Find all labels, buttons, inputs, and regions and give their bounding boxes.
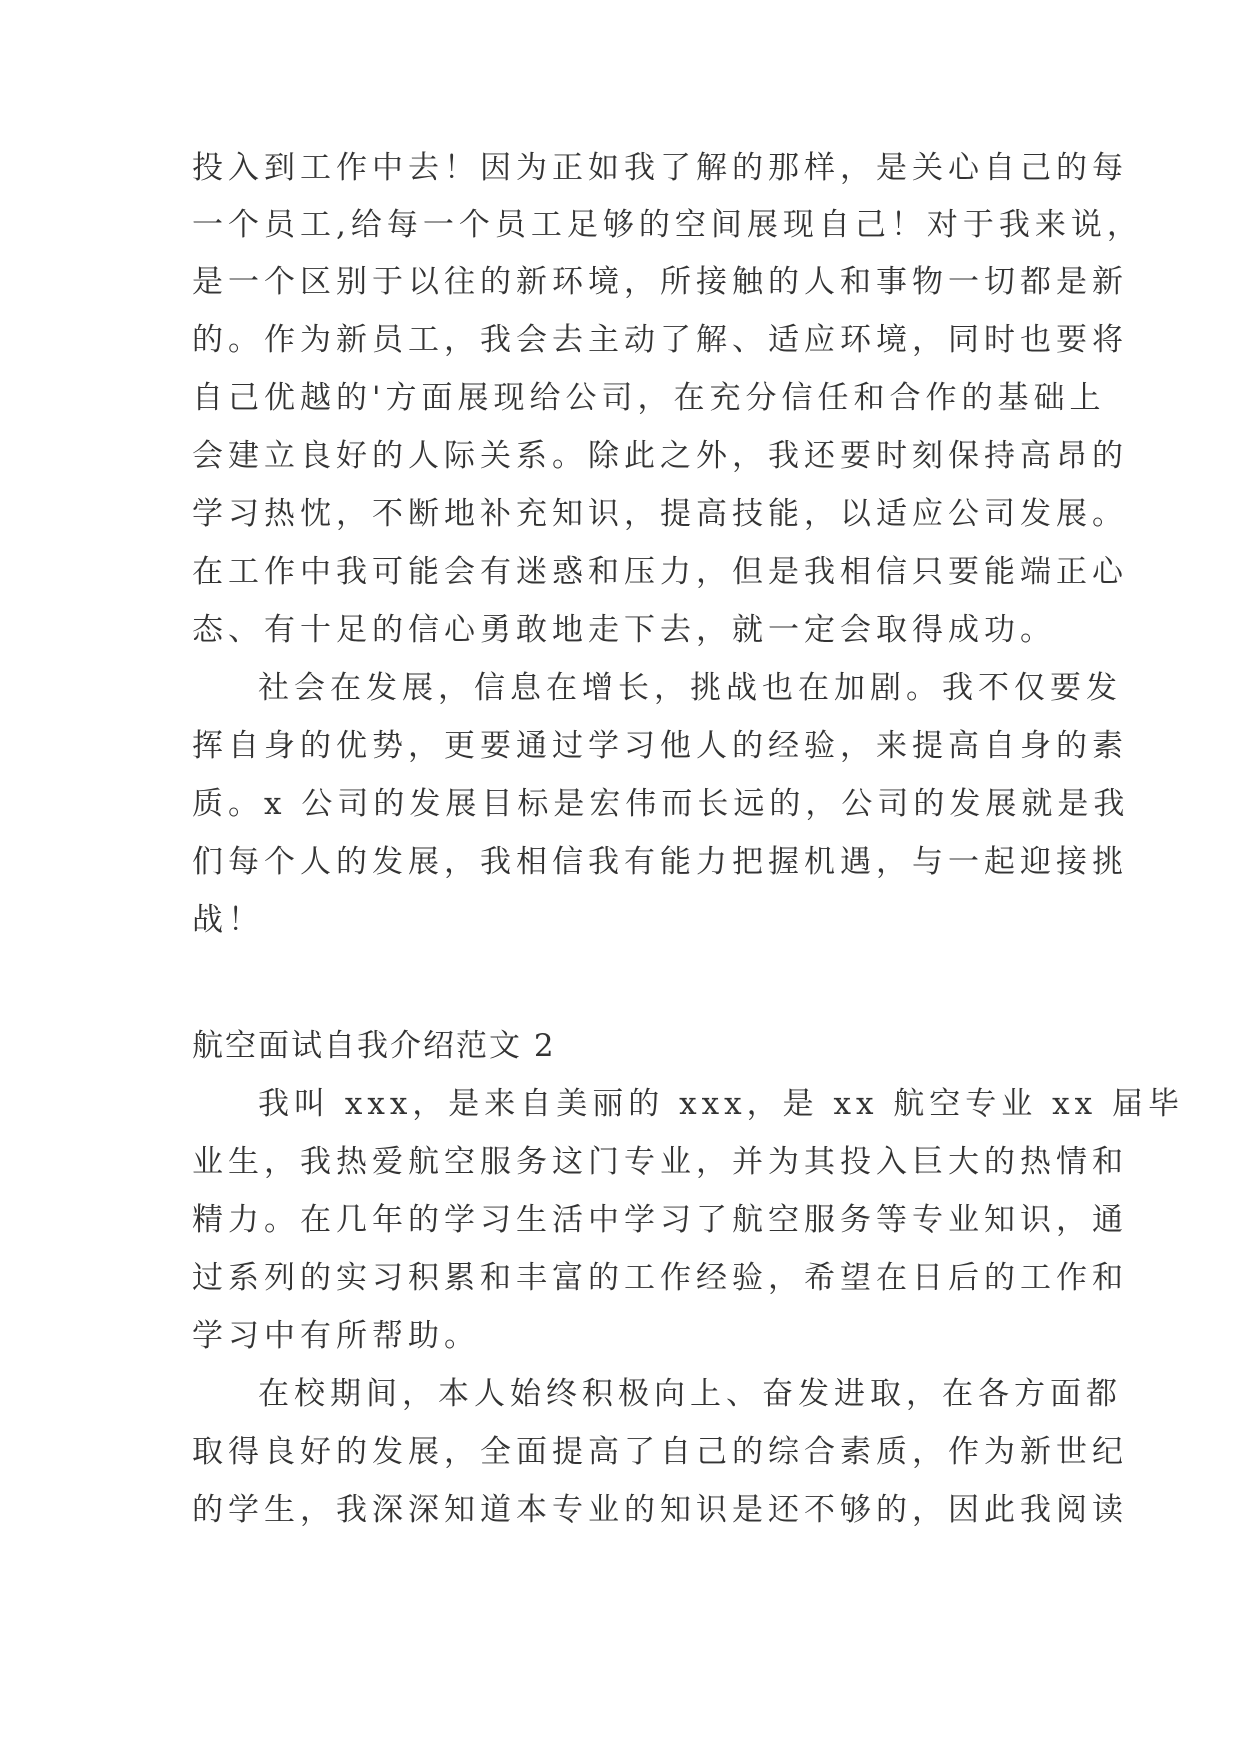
paragraph-line: 业生，我热爱航空服务这门专业，并为其投入巨大的热情和	[192, 1144, 1128, 1180]
paragraph-line: 自己优越的'方面展现给公司，在充分信任和合作的基础上	[192, 380, 1106, 416]
paragraph-line: 战！	[192, 902, 264, 938]
paragraph-line: 是一个区别于以往的新环境，所接触的人和事物一切都是新	[192, 264, 1128, 300]
paragraph-line: 投入到工作中去！因为正如我了解的那样，是关心自己的每	[192, 150, 1128, 186]
paragraph-line: 过系列的实习积累和丰富的工作经验，希望在日后的工作和	[192, 1260, 1128, 1296]
paragraph-line: 学习热忱，不断地补充知识，提高技能，以适应公司发展。	[192, 496, 1128, 532]
paragraph-line: 质。x 公司的发展目标是宏伟而长远的，公司的发展就是我	[192, 786, 1130, 822]
paragraph-line: 会建立良好的人际关系。除此之外，我还要时刻保持高昂的	[192, 438, 1128, 474]
paragraph-line: 态、有十足的信心勇敢地走下去，就一定会取得成功。	[192, 612, 1056, 648]
paragraph-line: 在工作中我可能会有迷惑和压力，但是我相信只要能端正心	[192, 554, 1128, 590]
paragraph-line: 社会在发展，信息在增长，挑战也在加剧。我不仅要发	[258, 670, 1122, 706]
paragraph-line: 一个员工,给每一个员工足够的空间展现自己！对于我来说，	[192, 207, 1143, 243]
section-heading: 航空面试自我介绍范文 2	[192, 1028, 556, 1064]
paragraph-line: 我叫 xxx，是来自美丽的 xxx，是 xx 航空专业 xx 届毕	[258, 1086, 1184, 1122]
paragraph-line: 取得良好的发展，全面提高了自己的综合素质，作为新世纪	[192, 1434, 1128, 1470]
paragraph-line: 在校期间，本人始终积极向上、奋发进取，在各方面都	[258, 1376, 1122, 1412]
paragraph-line: 的。作为新员工，我会去主动了解、适应环境，同时也要将	[192, 322, 1128, 358]
paragraph-line: 精力。在几年的学习生活中学习了航空服务等专业知识，通	[192, 1202, 1128, 1238]
paragraph-line: 的学生，我深深知道本专业的知识是还不够的，因此我阅读	[192, 1492, 1128, 1528]
paragraph-line: 挥自身的优势，更要通过学习他人的经验，来提高自身的素	[192, 728, 1128, 764]
paragraph-line: 学习中有所帮助。	[192, 1318, 480, 1354]
paragraph-line: 们每个人的发展，我相信我有能力把握机遇，与一起迎接挑	[192, 844, 1128, 880]
